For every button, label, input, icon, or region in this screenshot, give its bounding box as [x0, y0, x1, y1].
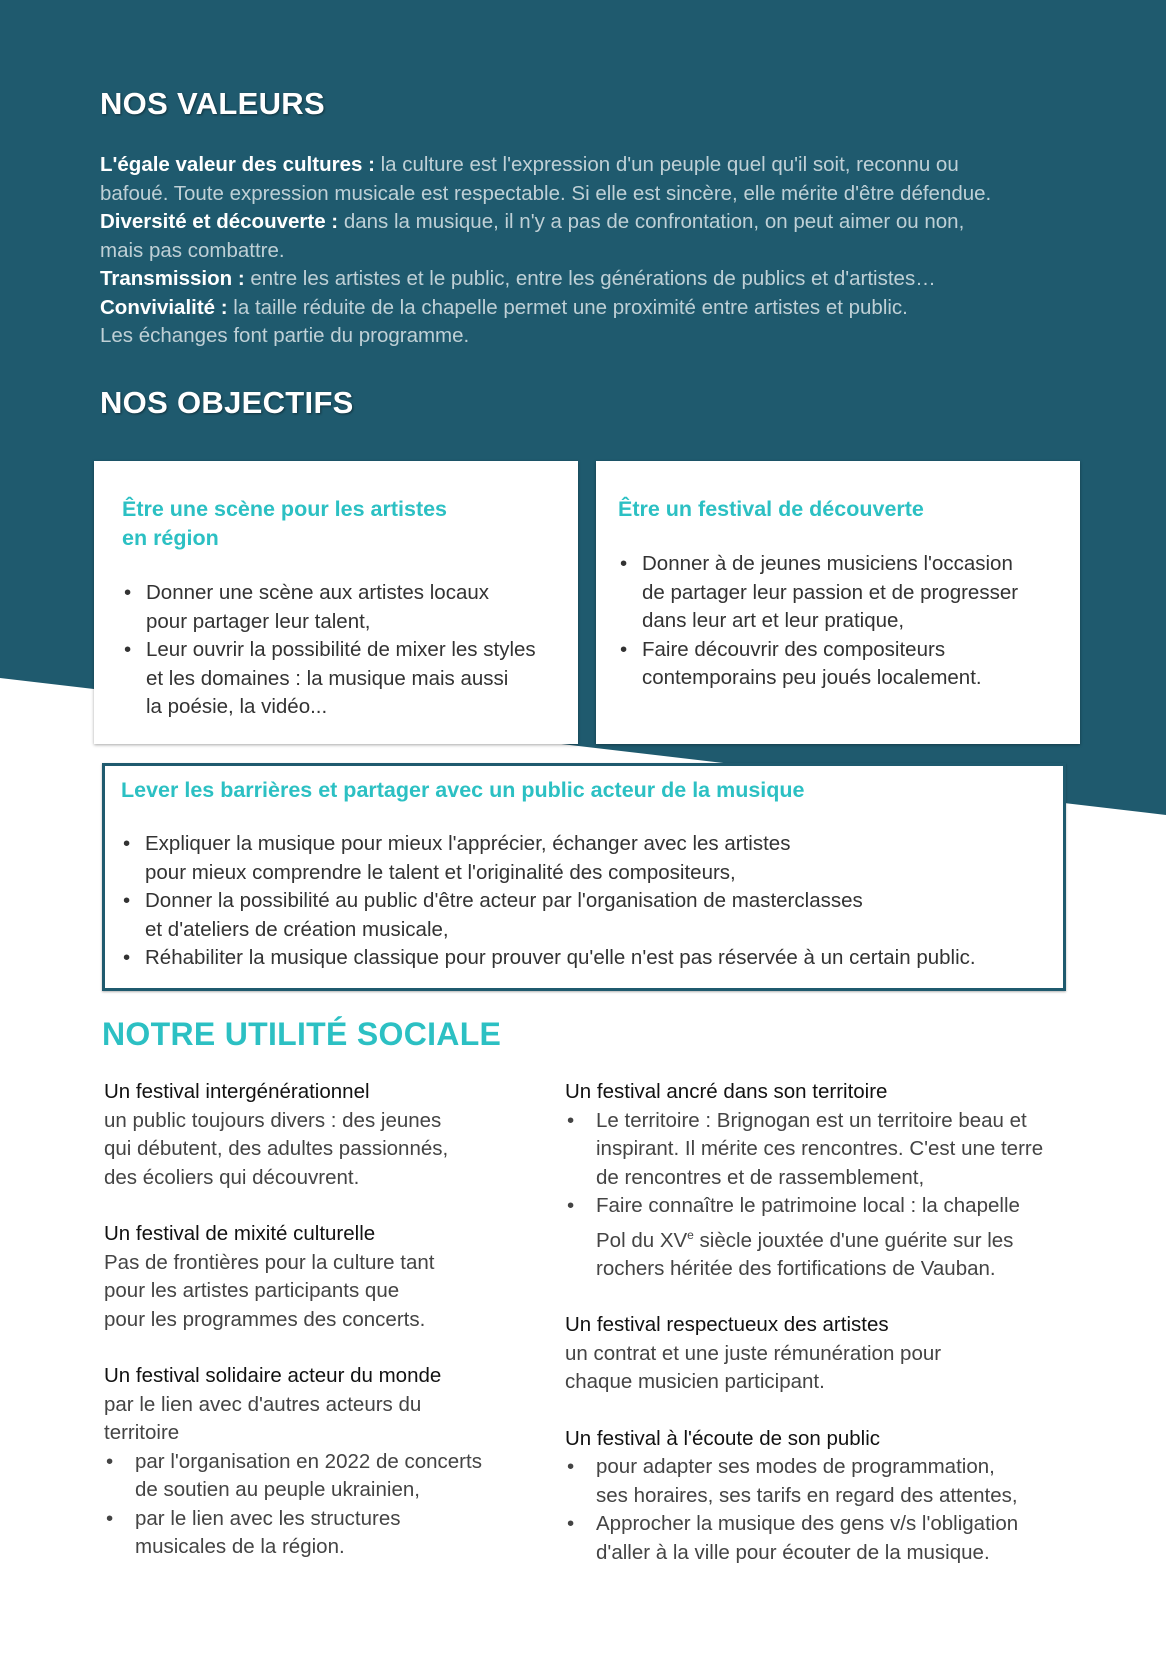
social-block-title: Un festival intergénérationnel — [104, 1080, 370, 1103]
values-line: Diversité et découverte : dans la musique, il n'y a pas de confrontation, on peut aimer ou non, — [100, 210, 965, 233]
list-item: • Donner une scène aux artistes locaux pour partager leur talent, — [122, 579, 558, 636]
list-item: • Donner à de jeunes musiciens l'occasion de partager leur passion et de progresser dans leur art et leur pratique, — [618, 550, 1060, 636]
objective-card-stage — [94, 461, 578, 744]
list-item: • Leur ouvrir la possibilité de mixer les styles et les domaines : la musique mais aussi la poésie, la vidéo... — [122, 636, 558, 722]
list-item: • Approcher la musique des gens v/s l'obligation d'aller à la ville pour écouter de la musique. — [565, 1510, 1105, 1567]
objective-card-title: Être une scène pour les artistes en région — [122, 497, 448, 550]
list-item: • pour adapter ses modes de programmation, ses horaires, ses tarifs en regard des attentes, — [565, 1453, 1105, 1510]
list-item: • Faire connaître le patrimoine local : la chapelle Pol du XVe siècle jouxtée d'une guérite sur les rochers héritée des fortifications de Vauban. — [565, 1192, 1105, 1283]
social-block — [565, 1425, 1105, 1568]
social-block-title: Un festival ancré dans son territoire — [565, 1080, 888, 1103]
list-item: • Faire découvrir des compositeurs contemporains peu joués localement. — [618, 636, 1060, 693]
social-block-text: par le lien avec d'autres acteurs du territoire — [104, 1392, 422, 1444]
objective-card-public — [102, 763, 1066, 991]
social-block-text: un public toujours divers : des jeunes qui débutent, des adultes passionnés, des écoliers qui découvrent. — [104, 1108, 449, 1189]
social-heading: NOTRE UTILITÉ SOCIALE — [102, 1016, 502, 1052]
values-line: Les échanges font partie du programme. — [100, 324, 470, 347]
social-block-text: Pas de frontières pour la culture tant pour les artistes participants que pour les programmes des concerts. — [104, 1250, 435, 1331]
list-item: • Le territoire : Brignogan est un territoire beau et inspirant. Il mérite ces rencontres. C'est une terre de rencontres et de rassemblement, — [565, 1107, 1105, 1193]
objective-card-title: Lever les barrières et partager avec un public acteur de la musique — [121, 778, 805, 802]
objective-list — [122, 579, 558, 722]
social-right-column — [565, 1078, 1105, 1595]
list-item: • Expliquer la musique pour mieux l'apprécier, échanger avec les artistes pour mieux comprendre le talent et l'originalité des compositeurs, — [121, 830, 1043, 887]
objective-list — [618, 550, 1060, 693]
social-list — [104, 1448, 564, 1562]
values-line: Convivialité : la taille réduite de la chapelle permet une proximité entre artistes et public. — [100, 295, 908, 319]
social-block — [104, 1078, 564, 1192]
values-line: bafoué. Toute expression musicale est respectable. Si elle est sincère, elle mérite d'être défendue. — [100, 181, 992, 205]
objectives-heading: NOS OBJECTIFS — [100, 385, 354, 420]
values-line: L'égale valeur des cultures : la culture est l'expression d'un peuple quel qu'il soit, reconnu ou — [100, 153, 959, 176]
list-item: • par l'organisation en 2022 de concerts de soutien au peuple ukrainien, — [104, 1448, 564, 1505]
social-block-text: un contrat et une juste rémunération pour chaque musicien participant. — [565, 1341, 942, 1394]
social-block-title: Un festival de mixité culturelle — [104, 1222, 376, 1245]
social-list — [565, 1107, 1105, 1284]
social-block — [565, 1311, 1105, 1397]
social-block — [104, 1362, 564, 1562]
list-item: • Donner la possibilité au public d'être acteur par l'organisation de masterclasses et d'ateliers de création musicale, — [121, 887, 1043, 944]
values-line: Transmission : entre les artistes et le public, entre les générations de publics et d'artistes… — [100, 267, 936, 290]
objective-card-title: Être un festival de découverte — [618, 497, 924, 521]
social-block-title: Un festival respectueux des artistes — [565, 1313, 889, 1337]
objective-card-discovery — [596, 461, 1080, 744]
values-line: mais pas combattre. — [100, 238, 285, 262]
values-text — [100, 151, 1110, 351]
social-block — [565, 1078, 1105, 1283]
social-block-title: Un festival à l'écoute de son public — [565, 1426, 881, 1450]
social-left-column — [104, 1078, 564, 1590]
list-item: • par le lien avec les structures musicales de la région. — [104, 1505, 564, 1562]
social-block — [104, 1220, 564, 1334]
values-heading: NOS VALEURS — [100, 86, 325, 121]
list-item: • Réhabiliter la musique classique pour prouver qu'elle n'est pas réservée à un certain public. — [121, 944, 1043, 973]
objective-list — [121, 830, 1043, 973]
social-block-title: Un festival solidaire acteur du monde — [104, 1364, 442, 1387]
social-list — [565, 1453, 1105, 1567]
